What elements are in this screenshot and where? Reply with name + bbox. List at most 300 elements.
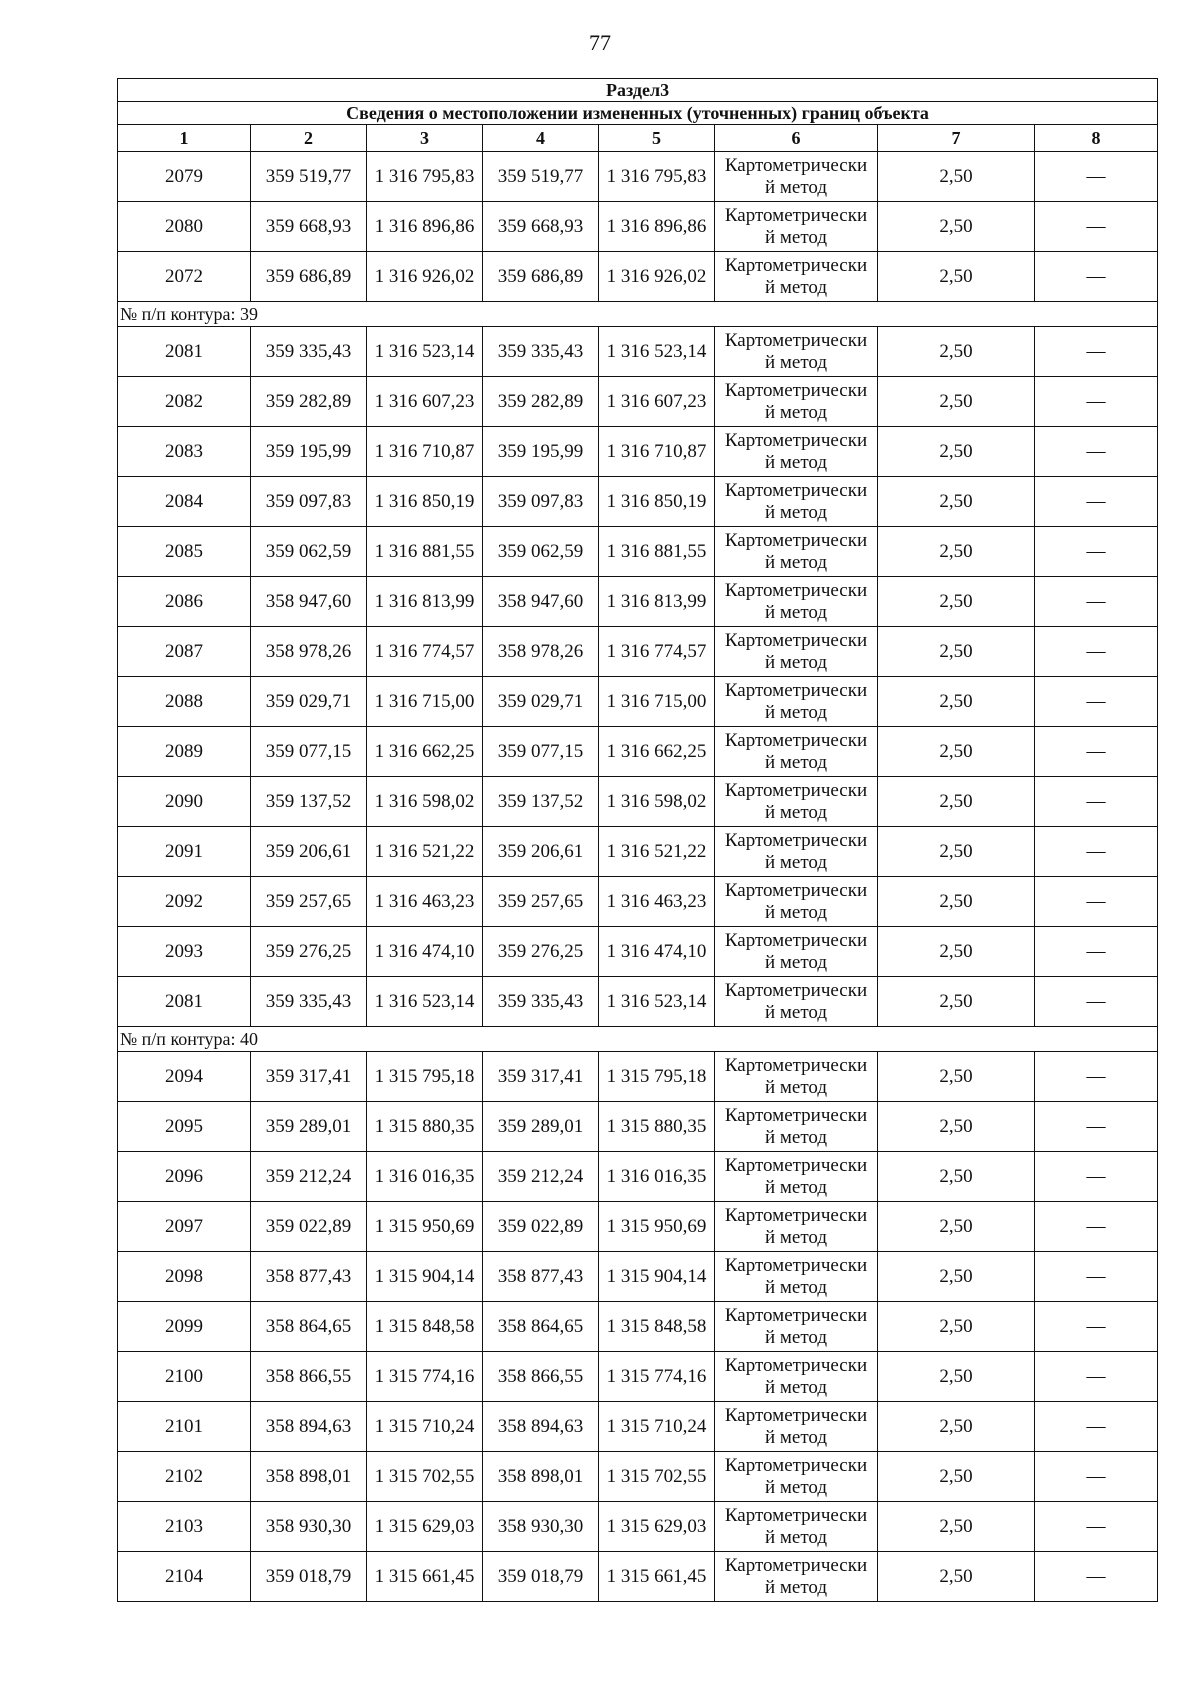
method-line2: й метод <box>764 1426 828 1448</box>
point-number: 2102 <box>118 1452 251 1502</box>
coordinate-x-old: 359 029,71 <box>251 677 367 727</box>
table-row <box>118 1352 1158 1402</box>
coordinate-y-new: 1 316 774,57 <box>599 627 715 677</box>
precision-value: 2,50 <box>878 577 1035 627</box>
coordinate-x-old: 359 335,43 <box>251 977 367 1027</box>
coordinate-x-old: 359 018,79 <box>251 1552 367 1602</box>
coordinate-x-new: 359 276,25 <box>483 927 599 977</box>
method-line1: Картометрически <box>724 1104 868 1126</box>
precision-value: 2,50 <box>878 527 1035 577</box>
coordinate-x-new: 358 894,63 <box>483 1402 599 1452</box>
section-title: Раздел3 <box>118 79 1158 102</box>
coordinate-x-old: 358 930,30 <box>251 1502 367 1552</box>
method-line2: й метод <box>764 1276 828 1298</box>
method-line1: Картометрически <box>724 979 868 1001</box>
description-dash: — <box>1035 677 1158 727</box>
description-dash: — <box>1035 577 1158 627</box>
precision-value: 2,50 <box>878 1202 1035 1252</box>
coordinate-x-old: 358 866,55 <box>251 1352 367 1402</box>
method-line2: й метод <box>764 226 828 248</box>
coordinate-y-new: 1 316 016,35 <box>599 1152 715 1202</box>
coordinate-x-old: 359 289,01 <box>251 1102 367 1152</box>
point-number: 2080 <box>118 202 251 252</box>
method-line1: Картометрически <box>724 579 868 601</box>
coordinate-y-new: 1 316 662,25 <box>599 727 715 777</box>
coordinate-y-new: 1 315 710,24 <box>599 1402 715 1452</box>
method-line1: Картометрически <box>724 729 868 751</box>
table-row <box>118 327 1158 377</box>
method-cell <box>715 377 878 427</box>
table-row <box>118 827 1158 877</box>
point-number: 2099 <box>118 1302 251 1352</box>
precision-value: 2,50 <box>878 777 1035 827</box>
method-cell <box>715 977 878 1027</box>
point-number: 2088 <box>118 677 251 727</box>
coordinate-x-old: 359 257,65 <box>251 877 367 927</box>
description-dash: — <box>1035 877 1158 927</box>
description-dash: — <box>1035 1252 1158 1302</box>
method-cell <box>715 152 878 202</box>
table-row <box>118 1452 1158 1502</box>
coordinate-y-new: 1 315 702,55 <box>599 1452 715 1502</box>
point-number: 2103 <box>118 1502 251 1552</box>
method-line2: й метод <box>764 951 828 973</box>
coordinate-x-new: 358 947,60 <box>483 577 599 627</box>
description-dash: — <box>1035 1502 1158 1552</box>
coordinate-y-old: 1 316 896,86 <box>367 202 483 252</box>
coordinate-x-new: 359 668,93 <box>483 202 599 252</box>
table-row <box>118 202 1158 252</box>
method-line2: й метод <box>764 901 828 923</box>
point-number: 2081 <box>118 977 251 1027</box>
table-row <box>118 1252 1158 1302</box>
coordinate-x-new: 359 029,71 <box>483 677 599 727</box>
coordinate-x-new: 359 018,79 <box>483 1552 599 1602</box>
column-number: 5 <box>599 125 715 152</box>
method-line2: й метод <box>764 551 828 573</box>
method-line1: Картометрически <box>724 1504 868 1526</box>
coordinate-y-new: 1 316 463,23 <box>599 877 715 927</box>
method-cell <box>715 1552 878 1602</box>
point-number: 2098 <box>118 1252 251 1302</box>
method-line1: Картометрически <box>724 1354 868 1376</box>
table-row <box>118 627 1158 677</box>
method-line2: й метод <box>764 1376 828 1398</box>
coordinate-y-new: 1 315 848,58 <box>599 1302 715 1352</box>
method-cell <box>715 1302 878 1352</box>
coordinate-x-old: 359 282,89 <box>251 377 367 427</box>
coordinate-x-new: 358 866,55 <box>483 1352 599 1402</box>
coordinate-y-new: 1 316 896,86 <box>599 202 715 252</box>
column-number: 3 <box>367 125 483 152</box>
description-dash: — <box>1035 1402 1158 1452</box>
method-line2: й метод <box>764 601 828 623</box>
coordinate-y-old: 1 315 950,69 <box>367 1202 483 1252</box>
point-number: 2091 <box>118 827 251 877</box>
point-number: 2101 <box>118 1402 251 1452</box>
method-cell <box>715 777 878 827</box>
method-line2: й метод <box>764 401 828 423</box>
table-row <box>118 1152 1158 1202</box>
coordinate-y-old: 1 316 881,55 <box>367 527 483 577</box>
coordinate-y-old: 1 315 774,16 <box>367 1352 483 1402</box>
method-line2: й метод <box>764 451 828 473</box>
coordinate-y-old: 1 316 463,23 <box>367 877 483 927</box>
coordinate-y-new: 1 315 880,35 <box>599 1102 715 1152</box>
page-number: 77 <box>589 30 611 55</box>
method-cell <box>715 1052 878 1102</box>
description-dash: — <box>1035 727 1158 777</box>
method-cell <box>715 1452 878 1502</box>
contour-row <box>118 302 1158 327</box>
point-number: 2094 <box>118 1052 251 1102</box>
method-cell <box>715 877 878 927</box>
column-number: 1 <box>118 125 251 152</box>
coordinate-x-old: 359 022,89 <box>251 1202 367 1252</box>
coordinate-x-old: 359 062,59 <box>251 527 367 577</box>
coordinate-x-old: 358 864,65 <box>251 1302 367 1352</box>
description-dash: — <box>1035 927 1158 977</box>
description-dash: — <box>1035 377 1158 427</box>
table-row <box>118 1552 1158 1602</box>
coordinate-x-new: 358 877,43 <box>483 1252 599 1302</box>
precision-value: 2,50 <box>878 377 1035 427</box>
description-dash: — <box>1035 202 1158 252</box>
table-row <box>118 477 1158 527</box>
coordinate-x-new: 358 930,30 <box>483 1502 599 1552</box>
contour-row <box>118 1027 1158 1052</box>
boundary-coordinates-table <box>117 78 1158 1602</box>
coordinate-x-new: 359 317,41 <box>483 1052 599 1102</box>
coordinate-x-new: 359 282,89 <box>483 377 599 427</box>
method-line2: й метод <box>764 701 828 723</box>
method-line1: Картометрически <box>724 379 868 401</box>
description-dash: — <box>1035 1102 1158 1152</box>
coordinate-y-new: 1 315 904,14 <box>599 1252 715 1302</box>
method-line1: Картометрически <box>724 254 868 276</box>
column-number: 4 <box>483 125 599 152</box>
precision-value: 2,50 <box>878 252 1035 302</box>
column-number: 8 <box>1035 125 1158 152</box>
precision-value: 2,50 <box>878 477 1035 527</box>
method-line2: й метод <box>764 751 828 773</box>
method-line1: Картометрически <box>724 779 868 801</box>
description-dash: — <box>1035 1552 1158 1602</box>
method-line1: Картометрически <box>724 629 868 651</box>
coordinate-y-old: 1 316 710,87 <box>367 427 483 477</box>
coordinate-y-old: 1 316 662,25 <box>367 727 483 777</box>
coordinate-x-old: 359 077,15 <box>251 727 367 777</box>
point-number: 2081 <box>118 327 251 377</box>
coordinate-y-old: 1 316 016,35 <box>367 1152 483 1202</box>
coordinate-y-new: 1 316 523,14 <box>599 327 715 377</box>
coordinate-x-old: 359 317,41 <box>251 1052 367 1102</box>
precision-value: 2,50 <box>878 327 1035 377</box>
coordinate-x-old: 359 276,25 <box>251 927 367 977</box>
coordinate-y-new: 1 316 521,22 <box>599 827 715 877</box>
coordinate-y-old: 1 316 474,10 <box>367 927 483 977</box>
coordinate-x-old: 359 212,24 <box>251 1152 367 1202</box>
description-dash: — <box>1035 152 1158 202</box>
table-title: Сведения о местоположении измененных (уточненных) границ объекта <box>118 102 1158 125</box>
method-cell <box>715 527 878 577</box>
column-number-row <box>118 125 1158 152</box>
method-cell <box>715 427 878 477</box>
method-line2: й метод <box>764 501 828 523</box>
coordinate-x-old: 359 686,89 <box>251 252 367 302</box>
method-cell <box>715 327 878 377</box>
method-line2: й метод <box>764 651 828 673</box>
method-cell <box>715 1202 878 1252</box>
point-number: 2093 <box>118 927 251 977</box>
coordinate-y-new: 1 316 715,00 <box>599 677 715 727</box>
precision-value: 2,50 <box>878 927 1035 977</box>
coordinate-y-old: 1 316 795,83 <box>367 152 483 202</box>
method-line2: й метод <box>764 1001 828 1023</box>
method-cell <box>715 927 878 977</box>
coordinate-y-old: 1 316 607,23 <box>367 377 483 427</box>
precision-value: 2,50 <box>878 1252 1035 1302</box>
method-line1: Картометрически <box>724 1254 868 1276</box>
precision-value: 2,50 <box>878 1402 1035 1452</box>
method-cell <box>715 1102 878 1152</box>
coordinate-y-new: 1 316 813,99 <box>599 577 715 627</box>
description-dash: — <box>1035 1202 1158 1252</box>
method-cell <box>715 577 878 627</box>
description-dash: — <box>1035 527 1158 577</box>
description-dash: — <box>1035 827 1158 877</box>
coordinate-y-new: 1 315 774,16 <box>599 1352 715 1402</box>
coordinate-x-new: 359 335,43 <box>483 977 599 1027</box>
method-cell <box>715 677 878 727</box>
coordinate-x-new: 359 335,43 <box>483 327 599 377</box>
precision-value: 2,50 <box>878 152 1035 202</box>
coordinate-x-old: 358 877,43 <box>251 1252 367 1302</box>
table-row <box>118 1052 1158 1102</box>
coordinate-x-old: 359 668,93 <box>251 202 367 252</box>
coordinate-x-old: 358 894,63 <box>251 1402 367 1452</box>
coordinate-y-old: 1 315 710,24 <box>367 1402 483 1452</box>
precision-value: 2,50 <box>878 877 1035 927</box>
coordinate-y-old: 1 315 848,58 <box>367 1302 483 1352</box>
coordinate-y-new: 1 316 850,19 <box>599 477 715 527</box>
method-cell <box>715 727 878 777</box>
method-cell <box>715 477 878 527</box>
coordinate-x-old: 359 519,77 <box>251 152 367 202</box>
method-line2: й метод <box>764 1126 828 1148</box>
coordinate-y-new: 1 315 795,18 <box>599 1052 715 1102</box>
coordinate-y-new: 1 316 474,10 <box>599 927 715 977</box>
table-row <box>118 1302 1158 1352</box>
description-dash: — <box>1035 977 1158 1027</box>
point-number: 2086 <box>118 577 251 627</box>
table-row <box>118 527 1158 577</box>
point-number: 2092 <box>118 877 251 927</box>
coordinate-x-new: 359 062,59 <box>483 527 599 577</box>
method-line2: й метод <box>764 1226 828 1248</box>
method-line2: й метод <box>764 1576 828 1598</box>
description-dash: — <box>1035 1352 1158 1402</box>
method-line2: й метод <box>764 1476 828 1498</box>
description-dash: — <box>1035 777 1158 827</box>
table-row <box>118 427 1158 477</box>
method-line1: Картометрически <box>724 1404 868 1426</box>
method-line1: Картометрически <box>724 154 868 176</box>
method-line2: й метод <box>764 1326 828 1348</box>
precision-value: 2,50 <box>878 1502 1035 1552</box>
method-line1: Картометрически <box>724 1304 868 1326</box>
method-cell <box>715 1252 878 1302</box>
coordinate-y-new: 1 316 598,02 <box>599 777 715 827</box>
method-line1: Картометрически <box>724 1554 868 1576</box>
table-row <box>118 1402 1158 1452</box>
method-line1: Картометрически <box>724 429 868 451</box>
coordinate-y-new: 1 315 950,69 <box>599 1202 715 1252</box>
coordinate-y-old: 1 316 926,02 <box>367 252 483 302</box>
coordinate-x-new: 359 289,01 <box>483 1102 599 1152</box>
coordinate-y-new: 1 316 607,23 <box>599 377 715 427</box>
table-row <box>118 927 1158 977</box>
method-line2: й метод <box>764 176 828 198</box>
coordinate-x-old: 359 195,99 <box>251 427 367 477</box>
table-row <box>118 577 1158 627</box>
description-dash: — <box>1035 1052 1158 1102</box>
coordinate-y-old: 1 316 813,99 <box>367 577 483 627</box>
method-line1: Картометрически <box>724 929 868 951</box>
method-line1: Картометрически <box>724 204 868 226</box>
point-number: 2097 <box>118 1202 251 1252</box>
point-number: 2085 <box>118 527 251 577</box>
precision-value: 2,50 <box>878 977 1035 1027</box>
coordinate-y-new: 1 316 710,87 <box>599 427 715 477</box>
coordinate-x-new: 359 077,15 <box>483 727 599 777</box>
coordinate-x-new: 358 864,65 <box>483 1302 599 1352</box>
coordinate-y-old: 1 315 795,18 <box>367 1052 483 1102</box>
method-line1: Картометрически <box>724 329 868 351</box>
table-row <box>118 977 1158 1027</box>
table-row <box>118 877 1158 927</box>
column-number: 2 <box>251 125 367 152</box>
table-row <box>118 1502 1158 1552</box>
precision-value: 2,50 <box>878 202 1035 252</box>
coordinate-y-old: 1 316 850,19 <box>367 477 483 527</box>
point-number: 2084 <box>118 477 251 527</box>
coordinate-x-old: 359 335,43 <box>251 327 367 377</box>
coordinate-y-old: 1 316 715,00 <box>367 677 483 727</box>
precision-value: 2,50 <box>878 427 1035 477</box>
table-row <box>118 152 1158 202</box>
method-cell <box>715 252 878 302</box>
coordinate-x-old: 358 947,60 <box>251 577 367 627</box>
method-line1: Картометрически <box>724 479 868 501</box>
coordinate-y-old: 1 315 702,55 <box>367 1452 483 1502</box>
method-line1: Картометрически <box>724 829 868 851</box>
coordinate-y-old: 1 316 521,22 <box>367 827 483 877</box>
coordinate-x-old: 358 978,26 <box>251 627 367 677</box>
table-row <box>118 1202 1158 1252</box>
method-cell <box>715 1352 878 1402</box>
method-cell <box>715 827 878 877</box>
point-number: 2083 <box>118 427 251 477</box>
precision-value: 2,50 <box>878 1102 1035 1152</box>
coordinate-y-old: 1 315 629,03 <box>367 1502 483 1552</box>
coordinate-x-new: 358 978,26 <box>483 627 599 677</box>
coordinate-y-new: 1 316 523,14 <box>599 977 715 1027</box>
coordinate-x-new: 359 195,99 <box>483 427 599 477</box>
coordinate-y-new: 1 315 661,45 <box>599 1552 715 1602</box>
point-number: 2087 <box>118 627 251 677</box>
method-line1: Картометрически <box>724 1204 868 1226</box>
column-number: 6 <box>715 125 878 152</box>
method-line1: Картометрически <box>724 1154 868 1176</box>
coordinate-x-new: 359 257,65 <box>483 877 599 927</box>
coordinate-y-old: 1 316 523,14 <box>367 977 483 1027</box>
method-cell <box>715 1402 878 1452</box>
coordinate-y-new: 1 316 926,02 <box>599 252 715 302</box>
contour-label: № п/п контура: 40 <box>118 1027 1158 1052</box>
method-line1: Картометрически <box>724 1454 868 1476</box>
coordinate-y-old: 1 316 523,14 <box>367 327 483 377</box>
coordinate-y-old: 1 316 598,02 <box>367 777 483 827</box>
point-number: 2072 <box>118 252 251 302</box>
description-dash: — <box>1035 1452 1158 1502</box>
contour-label: № п/п контура: 39 <box>118 302 1158 327</box>
precision-value: 2,50 <box>878 627 1035 677</box>
coordinate-x-old: 359 206,61 <box>251 827 367 877</box>
precision-value: 2,50 <box>878 827 1035 877</box>
point-number: 2096 <box>118 1152 251 1202</box>
coordinate-y-old: 1 315 880,35 <box>367 1102 483 1152</box>
point-number: 2090 <box>118 777 251 827</box>
coordinate-x-new: 359 022,89 <box>483 1202 599 1252</box>
coordinate-x-new: 359 519,77 <box>483 152 599 202</box>
method-line2: й метод <box>764 851 828 873</box>
coordinate-x-new: 359 137,52 <box>483 777 599 827</box>
method-cell <box>715 627 878 677</box>
coordinate-x-new: 359 206,61 <box>483 827 599 877</box>
table-row <box>118 677 1158 727</box>
precision-value: 2,50 <box>878 1052 1035 1102</box>
method-line1: Картометрически <box>724 1054 868 1076</box>
coordinate-y-old: 1 316 774,57 <box>367 627 483 677</box>
coordinate-y-new: 1 316 881,55 <box>599 527 715 577</box>
description-dash: — <box>1035 477 1158 527</box>
coordinate-y-new: 1 316 795,83 <box>599 152 715 202</box>
coordinate-x-old: 359 137,52 <box>251 777 367 827</box>
method-line1: Картометрически <box>724 879 868 901</box>
method-line2: й метод <box>764 1526 828 1548</box>
precision-value: 2,50 <box>878 1152 1035 1202</box>
coordinate-x-new: 359 097,83 <box>483 477 599 527</box>
method-cell <box>715 202 878 252</box>
coordinate-x-old: 359 097,83 <box>251 477 367 527</box>
precision-value: 2,50 <box>878 1552 1035 1602</box>
description-dash: — <box>1035 327 1158 377</box>
method-line1: Картометрически <box>724 679 868 701</box>
coordinate-x-old: 358 898,01 <box>251 1452 367 1502</box>
description-dash: — <box>1035 252 1158 302</box>
description-dash: — <box>1035 1302 1158 1352</box>
point-number: 2082 <box>118 377 251 427</box>
table-row <box>118 252 1158 302</box>
method-line2: й метод <box>764 1076 828 1098</box>
precision-value: 2,50 <box>878 677 1035 727</box>
column-number: 7 <box>878 125 1035 152</box>
description-dash: — <box>1035 1152 1158 1202</box>
method-line2: й метод <box>764 276 828 298</box>
method-line2: й метод <box>764 801 828 823</box>
method-cell <box>715 1152 878 1202</box>
